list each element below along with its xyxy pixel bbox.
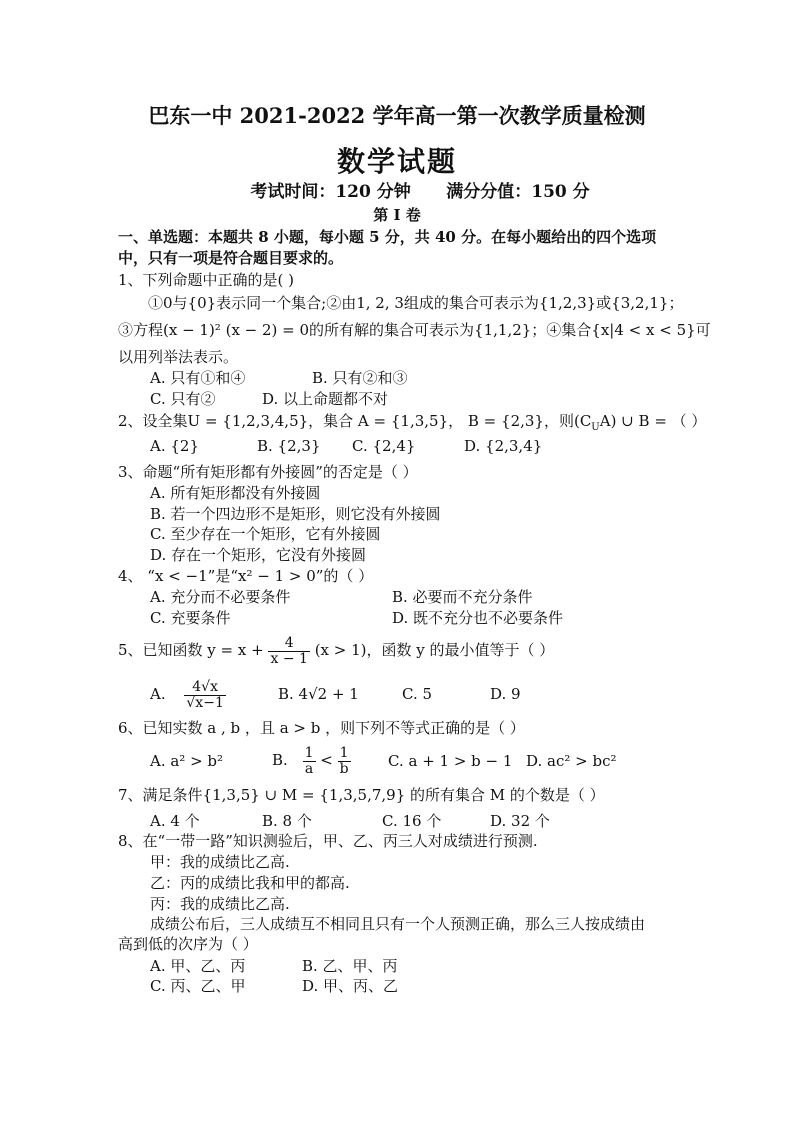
q6-fraction2-numerator: 1 [338, 746, 351, 762]
q3-option-b: B. 若一个四边形不是矩形，则它没有外接圆 [150, 505, 441, 523]
q6-option-b-fraction1 [303, 746, 316, 777]
q5-option-a-numerator: 4√x [184, 680, 225, 696]
q5-stem [118, 634, 554, 667]
q6-option-c: C. a + 1 > b − 1 [388, 752, 513, 770]
q3-option-c: C. 至少存在一个矩形，它有外接圆 [150, 525, 381, 543]
q6-option-d: D. ac² > bc² [526, 752, 617, 770]
section-heading-line1: 一、单选题：本题共 8 小题，每小题 5 分，共 40 分。在每小题给出的四个选项 [118, 228, 657, 246]
q1-stem: 1、下列命题中正确的是( ) [118, 271, 295, 289]
q2-option-c: C. {2,4} [352, 437, 416, 455]
q7-option-b: B. 8 个 [262, 812, 312, 830]
q2-option-d: D. {2,3,4} [464, 437, 543, 455]
q8-option-d: D. 甲、丙、乙 [302, 977, 399, 995]
q2-option-a: A. {2} [150, 437, 199, 455]
q1-line3: 以用列举法表示。 [118, 348, 239, 366]
q5-option-c: C. 5 [402, 685, 433, 703]
q6-option-b-lt: < [320, 751, 333, 769]
q6-fraction2-denominator: b [339, 760, 349, 777]
q8-option-a: A. 甲、乙、丙 [150, 957, 246, 975]
q8-statement-jia: 甲：我的成绩比乙高. [150, 853, 290, 871]
q5-fraction-numerator: 4 [268, 636, 309, 652]
q1-line1: ①0与{0}表示同一个集合;②由1, 2, 3组成的集合可表示为{1,2,3}或{3,2,1}； [148, 294, 684, 312]
q6-option-a: A. a² > b² [150, 752, 224, 770]
q5-option-b: B. 4√2 + 1 [278, 685, 359, 703]
q1-option-d: D. 以上命题都不对 [262, 390, 389, 408]
q5-fraction [268, 636, 309, 667]
q3-option-d: D. 存在一个矩形，它没有外接圆 [150, 546, 367, 564]
q8-statement-bing: 丙：我的成绩比乙高. [150, 895, 290, 913]
q1-option-b: B. 只有②和③ [312, 369, 408, 387]
q8-stem: 8、在“一带一路”知识测验后，甲、乙、丙三人对成绩进行预测. [118, 832, 538, 850]
q4-option-b: B. 必要而不充分条件 [392, 588, 533, 606]
q6-stem: 6、已知实数 a , b ，且 a > b ，则下列不等式正确的是（ ） [118, 719, 525, 737]
q4-option-c: C. 充要条件 [150, 609, 231, 627]
q6-option-b-label: B. [272, 751, 288, 769]
q3-stem: 3、命题“所有矩形都有外接圆”的否定是（ ） [118, 463, 418, 481]
q2-stem-tail: A) ∪ B = （ ） [599, 412, 707, 430]
subject-title: 数学试题 [336, 145, 457, 178]
q5-option-a [150, 678, 226, 711]
q7-option-a: A. 4 个 [150, 812, 200, 830]
q2-subscript: U [591, 422, 600, 433]
q4-stem: 4、 “x < −1”是“x² − 1 > 0”的（ ） [118, 567, 374, 585]
q5-option-a-label: A. [150, 685, 166, 703]
q7-stem: 7、满足条件{1,3,5} ∪ M = {1,3,5,7,9} 的所有集合 M 的个数是（ ） [118, 786, 605, 804]
q6-option-b-fraction2 [338, 746, 351, 777]
q6-option-b [272, 742, 351, 778]
q4-option-a: A. 充分而不必要条件 [150, 588, 291, 606]
q1-line2: ③方程(x − 1)² (x − 2) = 0的所有解的集合可表示为{1,1,2}；④集合{x|4 < x < 5}可 [118, 321, 711, 339]
q7-option-d: D. 32 个 [490, 812, 550, 830]
q8-statement-yi: 乙：丙的成绩比我和甲的都高. [150, 874, 350, 892]
q6-fraction1-numerator: 1 [304, 744, 314, 761]
q3-option-a: A. 所有矩形都没有外接圆 [150, 484, 321, 502]
q8-option-c: C. 丙、乙、甲 [150, 977, 246, 995]
q5-option-a-denominator: √x−1 [186, 694, 224, 711]
q5-stem-post: (x > 1)，函数 y 的最小值等于（ ） [314, 641, 555, 659]
q8-line5: 高到低的次序为（ ） [118, 935, 258, 953]
exam-info: 考试时间：120 分钟 满分分值：150 分 [250, 182, 590, 202]
q5-option-d: D. 9 [490, 685, 521, 703]
section-heading-line2: 中，只有一项是符合题目要求的。 [118, 249, 344, 267]
q5-option-a-fraction [184, 680, 225, 711]
q7-option-c: C. 16 个 [382, 812, 442, 830]
school-title: 巴东一中 2021-2022 学年高一第一次教学质量检测 [148, 103, 646, 128]
volume-label: 第 I 卷 [373, 206, 421, 224]
q2-stem [118, 411, 706, 438]
q2-option-b: B. {2,3} [257, 437, 321, 455]
q6-fraction1-denominator: a [304, 760, 314, 777]
q5-fraction-denominator: x − 1 [270, 650, 308, 667]
q8-option-b: B. 乙、甲、丙 [302, 957, 398, 975]
q1-option-c: C. 只有② [150, 390, 216, 408]
q5-stem-pre: 5、已知函数 y = x + [118, 641, 264, 659]
q1-option-a: A. 只有①和④ [150, 369, 246, 387]
q8-line4: 成绩公布后，三人成绩互不相同且只有一个人预测正确，那么三人按成绩由 [150, 915, 646, 933]
q2-stem-text: 2、设全集U = {1,2,3,4,5}，集合 A = {1,3,5}， B = {2,3}，则(C [118, 412, 592, 430]
q4-option-d: D. 既不充分也不必要条件 [392, 609, 564, 627]
